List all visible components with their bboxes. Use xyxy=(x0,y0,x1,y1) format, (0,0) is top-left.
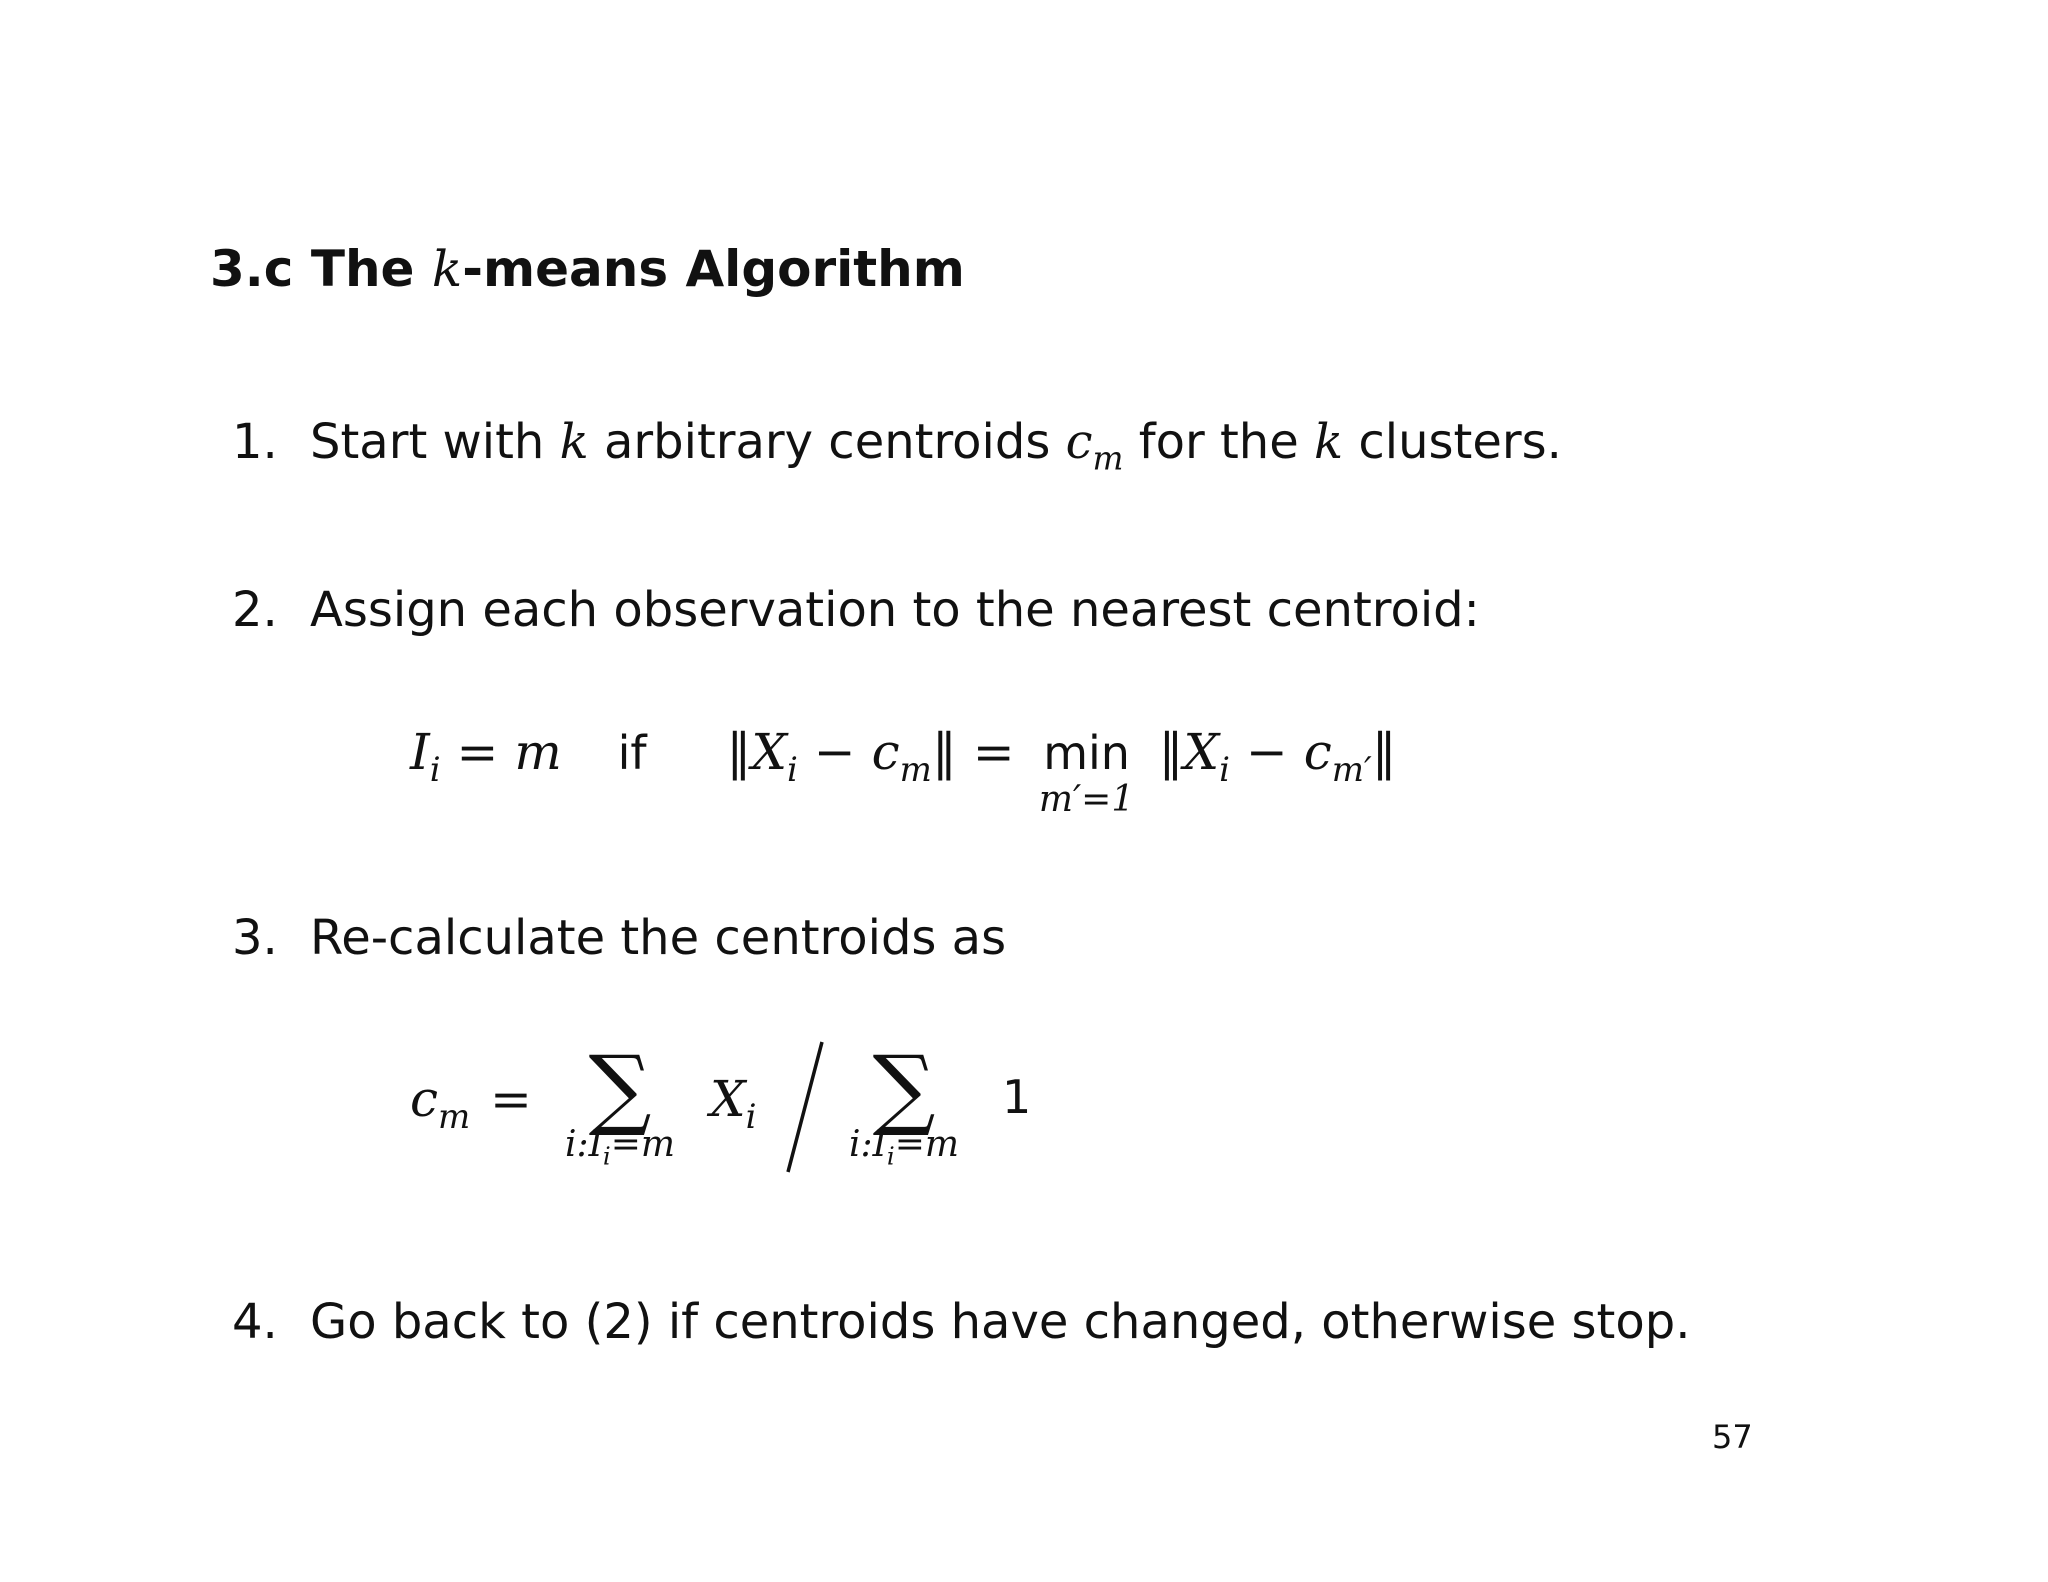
step-text: clusters. xyxy=(1358,414,1562,470)
math-var: $c_m$ xyxy=(1065,414,1124,478)
step-number: 3. xyxy=(232,910,278,966)
fraction-slash xyxy=(780,1038,830,1178)
list-item xyxy=(232,1294,1690,1350)
title-var-k: k xyxy=(431,240,463,298)
sum-operator: ∑ $i:I_i=m$ xyxy=(564,1036,675,1171)
step-number: 4. xyxy=(232,1294,278,1350)
title-post: -means Algorithm xyxy=(462,240,965,298)
list-item xyxy=(232,582,1480,638)
centroid-equation: $c_m$ = ∑ $i:I_i=m$ $X_i$ ∑ $i:I_i=m$ 1 xyxy=(410,1070,1110,1210)
step-text: Go back to (2) if centroids have changed, otherwise stop. xyxy=(310,1294,1691,1350)
step-text: Re-calculate the centroids as xyxy=(310,910,1007,966)
title-pre: The xyxy=(310,240,415,298)
step-text: Assign each observation to the nearest centroid: xyxy=(310,582,1480,638)
math-var: k xyxy=(1313,414,1344,470)
section-number: 3.c xyxy=(210,240,294,298)
step-number: 2. xyxy=(232,582,278,638)
page-number: 57 xyxy=(1712,1418,1753,1456)
step-text: for the xyxy=(1138,414,1299,470)
list-item xyxy=(232,910,1006,966)
math-var: k xyxy=(559,414,589,470)
list-item xyxy=(232,414,1562,478)
sum-operator: ∑ $i:I_i=m$ xyxy=(848,1036,959,1171)
step-text: Start with xyxy=(310,414,545,470)
assignment-equation: $I_i = m$ if $‖X_i$ − $c_m‖ = \min$ m′=1 $‖X_i$ − $c_{m'}‖$ xyxy=(410,723,1397,820)
slide-title xyxy=(210,240,965,298)
step-text: arbitrary centroids xyxy=(603,414,1051,470)
step-number: 1. xyxy=(232,414,278,470)
